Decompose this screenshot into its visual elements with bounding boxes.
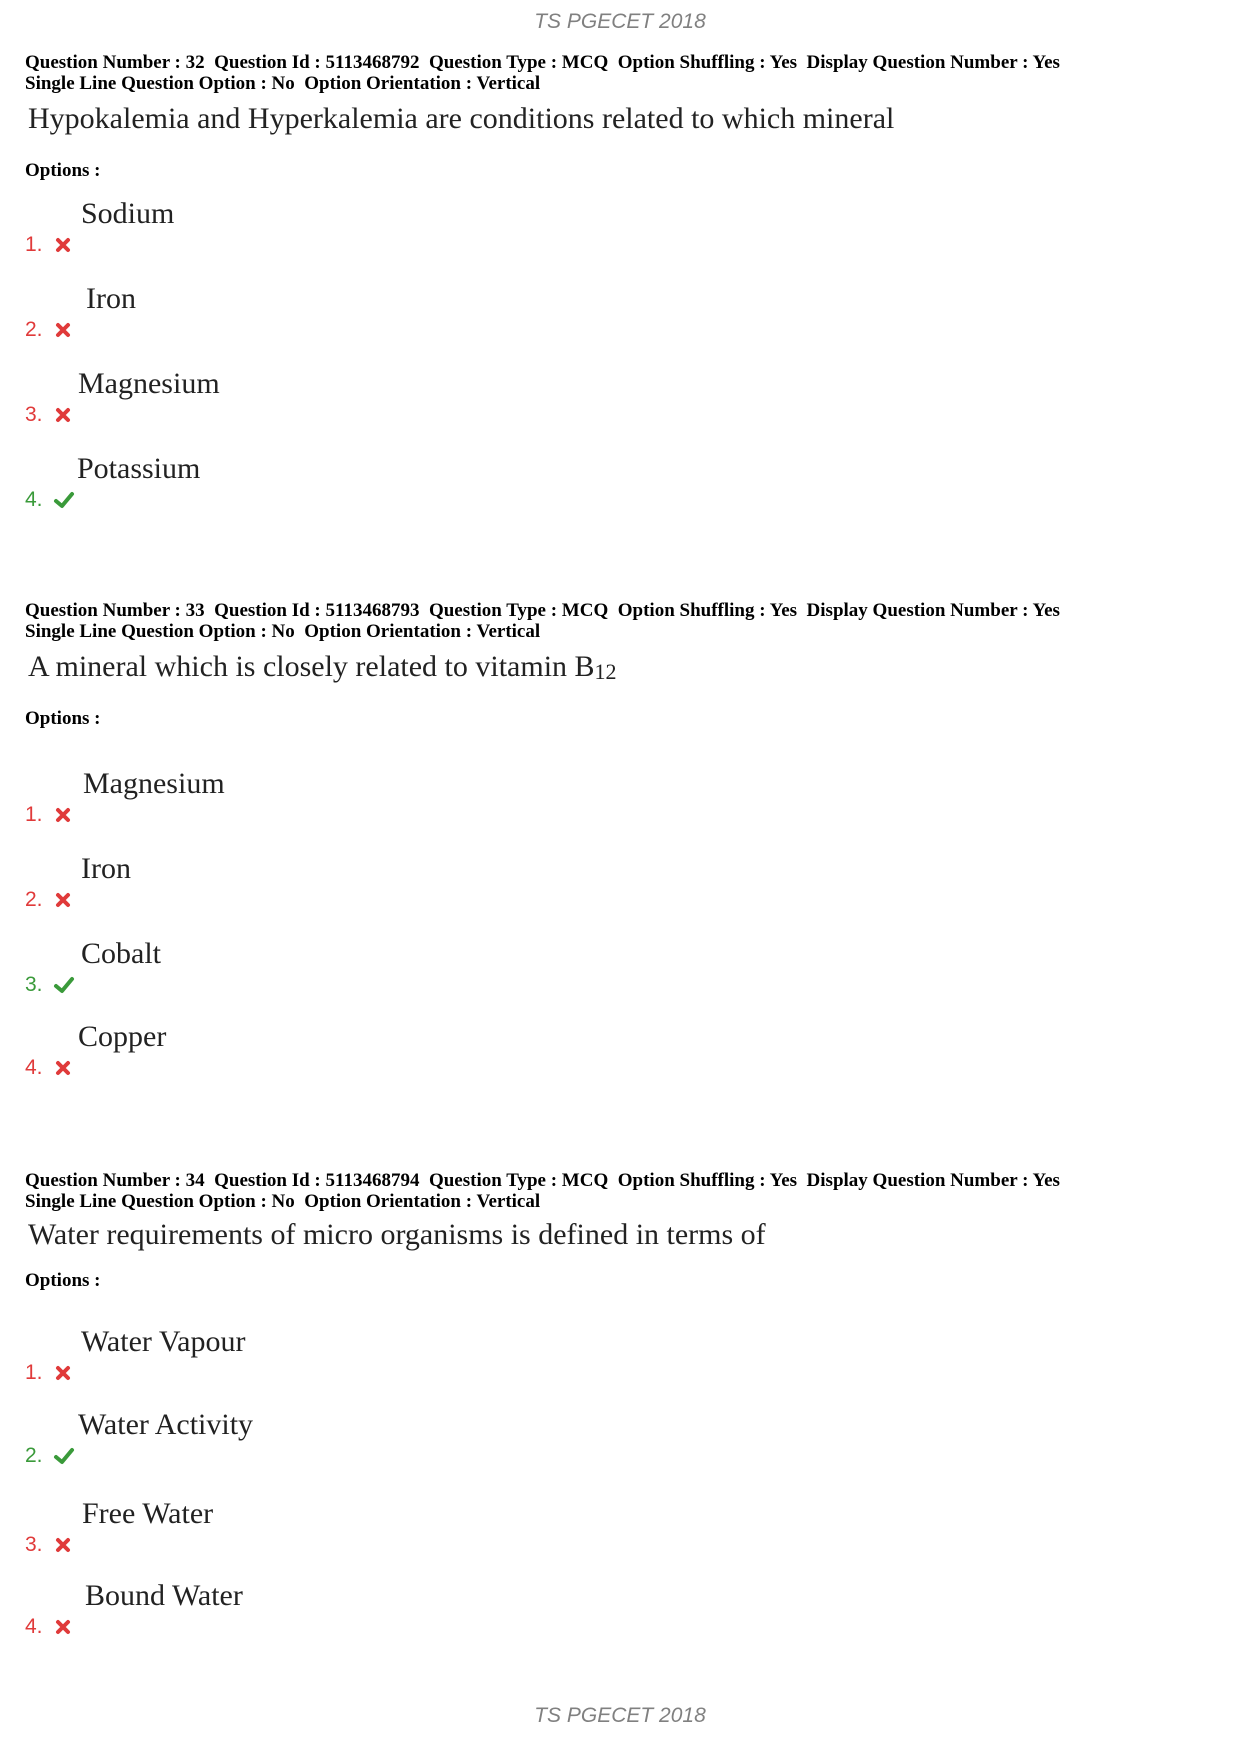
cross-icon: [53, 320, 73, 340]
option-2: [25, 1408, 625, 1468]
cross-icon: [53, 235, 73, 255]
option-number: 2.: [25, 318, 43, 341]
question-32: [25, 52, 1215, 511]
option-2: [25, 282, 625, 342]
question-meta-line1: Question Number : 33 Question Id : 5113468793 Question Type : MCQ Option Shuffling : Yes Display Question Number : Yes: [25, 600, 1060, 621]
cross-icon: [53, 405, 73, 425]
options-label: Options :: [25, 160, 101, 181]
page-footer: TS PGECET 2018: [534, 1704, 706, 1727]
option-text: Magnesium: [78, 367, 220, 400]
page-header: TS PGECET 2018: [534, 10, 706, 33]
question-text: [28, 650, 617, 685]
options-label: Options :: [25, 1270, 101, 1291]
question-text-main: A mineral which is closely related to vitamin B: [28, 650, 595, 683]
option-text: Potassium: [77, 452, 201, 485]
option-4: [25, 1579, 625, 1639]
check-icon: [53, 975, 73, 995]
option-text: Water Activity: [78, 1408, 254, 1441]
question-33: [25, 600, 1215, 1079]
option-number: 2.: [25, 888, 43, 911]
cross-icon: [53, 1363, 73, 1383]
question-34: [25, 1170, 1215, 1638]
option-text: Iron: [86, 282, 136, 315]
options-label: Options :: [25, 708, 101, 729]
question-text: Hypokalemia and Hyperkalemia are conditions related to which mineral: [28, 102, 895, 135]
option-text: Free Water: [82, 1497, 214, 1530]
option-number: 4.: [25, 488, 43, 511]
option-text: Water Vapour: [81, 1325, 246, 1358]
option-2: [25, 852, 625, 912]
option-number: 4.: [25, 1056, 43, 1079]
check-icon: [53, 490, 73, 510]
question-meta-line1: Question Number : 32 Question Id : 5113468792 Question Type : MCQ Option Shuffling : Yes Display Question Number : Yes: [25, 52, 1060, 73]
cross-icon: [53, 1535, 73, 1555]
option-text: Iron: [81, 852, 131, 885]
option-text: Bound Water: [85, 1579, 243, 1612]
cross-icon: [53, 805, 73, 825]
question-meta-line2: Single Line Question Option : No Option Orientation : Vertical: [25, 1191, 541, 1212]
check-icon: [53, 1446, 73, 1466]
question-meta-line2: Single Line Question Option : No Option Orientation : Vertical: [25, 621, 541, 642]
option-1: [25, 1325, 625, 1385]
option-text: Magnesium: [83, 767, 225, 800]
option-3: [25, 367, 625, 427]
option-number: 1.: [25, 233, 43, 256]
option-text: Cobalt: [81, 937, 161, 970]
cross-icon: [53, 1617, 73, 1637]
option-text: Copper: [78, 1020, 167, 1053]
option-3: [25, 1497, 625, 1557]
option-4: [25, 452, 625, 512]
question-meta-line2: Single Line Question Option : No Option Orientation : Vertical: [25, 73, 541, 94]
cross-icon: [53, 1058, 73, 1078]
option-number: 4.: [25, 1615, 43, 1638]
option-number: 3.: [25, 1533, 43, 1556]
option-number: 1.: [25, 1361, 43, 1384]
option-1: [25, 197, 625, 257]
option-number: 2.: [25, 1444, 43, 1467]
cross-icon: [53, 890, 73, 910]
question-text: Water requirements of micro organisms is defined in terms of: [28, 1218, 766, 1251]
option-number: 1.: [25, 803, 43, 826]
option-number: 3.: [25, 403, 43, 426]
question-meta-line1: Question Number : 34 Question Id : 5113468794 Question Type : MCQ Option Shuffling : Yes Display Question Number : Yes: [25, 1170, 1060, 1191]
option-4: [25, 1020, 625, 1080]
question-text-subscript: 12: [594, 659, 617, 684]
option-text: Sodium: [81, 197, 175, 230]
option-1: [25, 767, 625, 827]
option-number: 3.: [25, 973, 43, 996]
option-3: [25, 937, 625, 997]
